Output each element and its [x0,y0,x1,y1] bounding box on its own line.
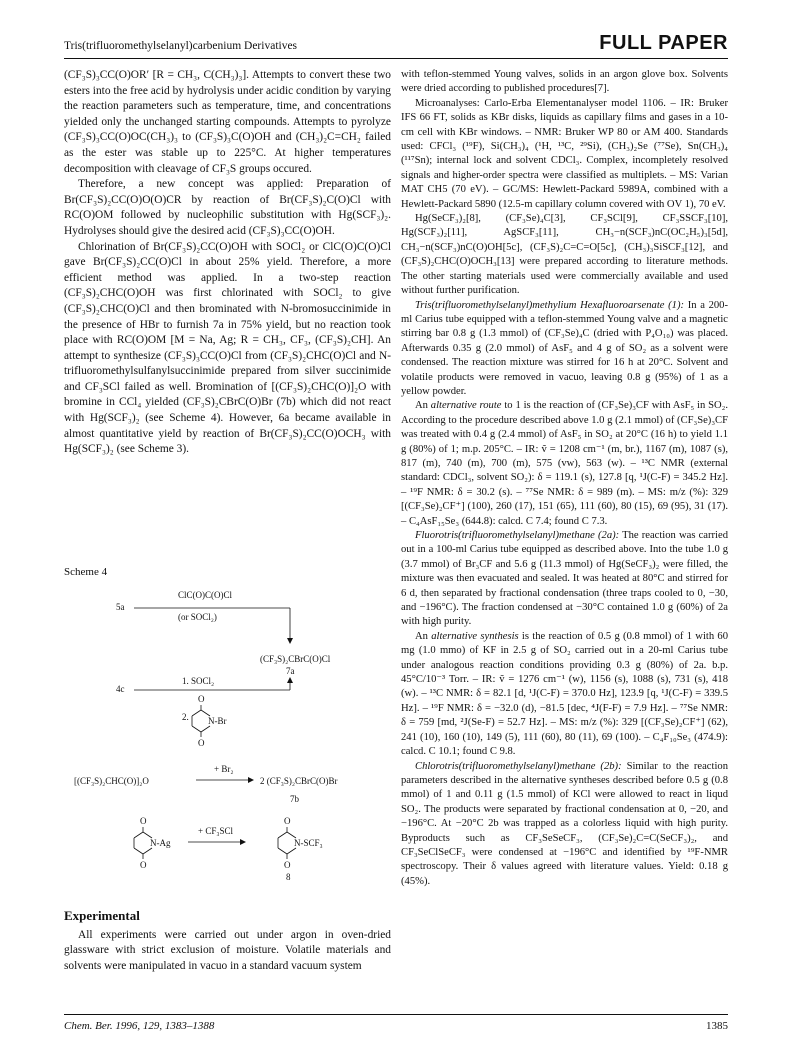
number-8: 8 [286,872,291,880]
right-paragraph-compound-2a [401,529,728,630]
reagent-oxalyl: ClC(O)C(O)Cl [178,590,232,600]
number-7b: 7b [290,794,299,804]
scheme-caption: Scheme 4 [64,566,108,578]
product-7a: (CF₃S)₂CBrC(O)Cl [260,654,331,664]
compound-1-text: In a 200-ml Carius tube equipped with a teflon-stemmed Young valve and a magnetic stirring bar 0.8 g (1.3 mmol) of (CF₃Se)₄C (dried with P₄O₁₀) was placed. Afterwards 0.35 g (2.0 mmol) of AsF₅ and 4 g of SO₂ as a solvent were condensed. The reaction mixture was stirred for 16 h at 20°C. Solvent and volatile products were removed in vacuo, leaving 0.8 g (95%) of 1 as a yellow powder. [401,299,728,397]
svg-text:O: O [284,816,291,826]
journal-citation: Chem. Ber. 1996, 129, 1383–1388 [64,1020,215,1032]
header-rule [64,58,728,59]
experimental-paragraph: All experiments were carried out under argon in oven-dried glassware with strict exclusion of moisture. Volatile materials and solvents were manipulated in vacuo in a standard vacuum system [64,929,391,972]
running-title: Tris(trifluoromethylselanyl)carbenium Derivatives [64,40,298,52]
left-paragraph-1: (CF₃S)₃CC(O)OR′ [R = CH₃, C(CH₃)₃]. Attempts to convert these two esters into the free acid by hydrolysis under acidic condition by varying the reaction parameters such as temperature, time, and concentrations yielded only the unchanged starting compounds. Attempts to pyrolyze (CF₃S)₃CC(O)OC(CH₃)₃ to (CF₃S)₃C(O)OH and (CH₃)₂C=CH₂ failed as the ester was stable up to 225°C. At higher temperatures decomposition with cleavage of CF₃S groups occured. [64,69,391,175]
left-paragraph-2: Therefore, a new concept was applied: Preparation of Br(CF₃S)₂CC(O)O(O)CR by reaction of Br(CF₃S)₂C(O)Cl with RC(O)OM followed by nucleophilic substitution with Hg(SCF₃)₂. Hydrolyses should give the desired acid (CF₃S)₃CC(O)OH. [64,178,391,237]
n-scf3-label: N-SCF₃ [294,838,323,848]
anhydride: [(CF₃S)₂CHC(O)]₂O [74,776,149,786]
scheme-svg [64,580,391,880]
silver-succinimide-ring [134,816,171,870]
compound-2b-title: Chlorotris(trifluoromethylselanyl)methane (2b): [415,760,622,772]
page-number: 1385 [706,1020,728,1032]
compound-2a-text: The reaction was carried out in a 100-ml Carius tube equipped as described above. Into the tube 1.0 g (3.7 mmol) of Br₃CF and 5.6 g (11.3 mmol) of Hg(SeCF₃)₂ were filled, the mixture was then evacuated and sealed. It was heated at 80°C and stirred for 6 d, then separated by fractional condensation (three traps cooled to 0, −30, and −196°C). The fraction condensed at −30°C contained 1.0 g (60%) of 2a with high purity. [401,530,728,628]
n-br-label: N-Br [208,716,227,726]
svg-text:O: O [284,860,291,870]
reagent-cf3scl: + CF₃SCl [198,826,233,836]
svg-text:O: O [140,860,147,870]
right-paragraph-compound-2b [401,760,728,890]
right-column [401,68,728,889]
number-7a: 7a [286,666,295,676]
arrow-head-cf3scl [240,839,246,845]
right-paragraph-alt-route: An alternative route to 1 is the reaction of (CF₃Se)₃CF with AsF₅ in SO₂. According to the procedure described above 1.0 g (2.1 mmol) of (CF₃Se)₃CF was treated with 0.4 g (2.4 mmol) of AsF₅ in SO₂ at 20°C (16 h) to yield 1.1 g (80%) of 1; m.p. 205°C. – IR: ṽ = 1208 cm⁻¹ (m, br.), 1167 (m), 1087 (s), 817 (m), 740 (m), 700 (m), 575 (vw), 563 (w). – ¹³C NMR (external standard: CDCl₃, solvent SO₂): δ = 119.1 (s), 127.8 [q, ¹J(C-F) = 345.2 Hz]. – ¹⁹F NMR: δ = 30.2 (s). – ⁷⁷Se NMR: δ = 989 (m). – MS: m/z (%): 329 [(CF₃Se)₂CF⁺] (100), 260 (17), 151 (65), 111 (60), 80 (15), 69 (95), 31 (17). – C₄AsF₁₅Se₃ (644.8): calcd. C 7.4; found C 7.3. [401,400,728,527]
right-paragraph-1: with teflon-stemmed Young valves, solids in an argon glove box. Solvents were dried according to published procedures[7]. [401,69,728,95]
scheme-4-diagram [64,580,391,880]
label-4c: 4c [116,684,125,694]
left-paragraph-3: Chlorination of Br(CF₃S)₂CC(O)OH with SOCl₂ or ClC(O)C(O)Cl gave Br(CF₃S)₂CC(O)Cl in about 25% yield. Therefore, a more efficient method was applied. In a two-step reaction (CF₃S)₂CHC(O)OH was first chlorinated with SOCl₂ to give (CF₃S)₂CHC(O)Cl and then brominated with N-bromosuccinimide in the presence of HBr to furnish 7a in 75% yield, but no reaction took place with RC(O)OM [M = Na, Ag; R = CH₃, CF₃, (CF₃S)₂CH]. An attempt to synthesize (CF₃S)₃CC(O)Cl from (CF₃S)₂CHC(O)Cl and N-trifluoromethylsulfanylsuccinimide prepared from silver succinimide and CF₃SCl failed as well. Bromination of [(CF₃S)₂CHC(O)]₂O with bromine in CCl₄ yielded (CF₃S)₂CBrC(O)Br (7b) which did not react with Hg(SCF₃)₂ (see Scheme 4). However, 6a became available in almost quantitative yield by reaction of Br(CF₃S)₂CC(O)OCH₃ with Hg(SCF₃)₂ (see Scheme 3). [64,240,391,456]
experimental-heading: Experimental [64,908,140,923]
left-column [64,68,391,458]
product-7b: 2 (CF₃S)₂CBrC(O)Br [260,776,338,786]
nscf3-ring [278,816,323,870]
right-paragraph-compound-1 [401,299,728,400]
arrow-head-br2 [248,777,254,783]
svg-text:O: O [198,738,205,748]
right-paragraph-literature: Hg(SeCF₃)₂[8], (CF₃Se)₄C[3], CF₃SCl[9], CF₃SSCF₃[10], Hg(SCF₃)₂[11], AgSCF₃[11], CH₃−n(SCF₃)nC(OC₂H₅)₃[5d], CH₃−n(SCF₃)nC(O)OH[5c], (CF₃S)₂C=C=O[5c], (CH₃)₃SiSCF₃[12], and (CF₃S)₂CHC(O)OCH₃[13] were prepared according to literature methods. The other starting materials used were commercially available and used without further purification. [401,213,728,297]
reagent-br2: + Br₂ [214,764,234,774]
nbs-ring [192,694,227,748]
arrow-head-up [287,677,293,683]
compound-2a-title: Fluorotris(trifluoromethylselanyl)methane (2a): [415,530,620,541]
compound-2b-text: Similar to the reaction parameters described in the alternative syntheses described before 0.5 g (0.8 mmol) of 1 and 0.11 g (1.5 mmol) of KCl were allowed to react in liqud SO₂. The products were separated by fractional condensation at 0, −20, and −196°C. At −20°C 2b was trapped as a colorless liquid with high purity. Byproducts such as CF₃SeSeCF₃, (CF₃Se)₂C=C(SeCF₃)₂, and CF₃SeClSeCF₃ were condensed at −196°C and identified by ¹⁹F-NMR spectroscopy. Their δ values agreed with literature values. Yield: 0.18 g (45%). [401,760,728,887]
arrow-head-down [287,638,293,644]
compound-1-title: Tris(trifluoromethylselanyl)methylium Hexafluoroarsenate (1): [415,299,685,311]
step-2: 2. [182,712,189,722]
reagent-socl2-alt: (or SOCl₂) [178,612,217,622]
experimental-body [64,928,391,974]
step-1: 1. SOCl₂ [182,676,215,686]
n-ag-label: N-Ag [150,838,171,848]
right-paragraph-alt-synthesis: An alternative synthesis is the reaction of 0.5 g (0.8 mmol) of 1 with 60 mg (1.0 mmo) of KF in 2.5 g of SO₂ carried out in a 20-ml Carius tube under analogous reaction conditions providing 0.3 g (80%) of 2a. b.p. 45°C/10⁻³ Torr. – IR: ṽ = 1276 cm⁻¹ (w), 1156 (s), 1088 (s), 731 (s), 418 (w). – ¹³C NMR: δ = 82.1 [d, ¹J(C-F) = 370.0 Hz], 123.9 [q, ¹J(C-F) = 339.5 Hz]. – ¹⁹F NMR: δ = −32.0 (d), −81.5 [dec, ⁴J(F-F) = 7.9 Hz]. – ⁷⁷Se NMR: δ = 759 [md, ²J(Se-F) = 52.7 Hz]. – MS: m/z (%): 329 [(CF₃Se)₂CF⁺] (62), 241 (10), 160 (10), 149 (5), 111 (60), 80 (11), 69 (100). – C₄F₁₀Se₃ (474.9): calcd. C 10.1; found C 9.8. [401,630,728,758]
section-label: FULL PAPER [599,32,728,54]
footer-rule [64,1014,728,1015]
svg-text:O: O [198,694,205,704]
right-paragraph-instruments: Microanalyses: Carlo-Erba Elementanalyser model 1106. – IR: Bruker IFS 66 FT, solids as KBr disks, liquids as capillary films and gases in a 10-cm cell with KBr windows. – NMR: Bruker WP 80 or AM 400. Standards used: CFCl₃ (¹⁹F), Si(CH₃)₄ (¹H, ¹³C, ²⁹Si), (CH₃)₂Se (⁷⁷Se), Sn(CH₃)₄ (¹¹⁷Sn); internal lock and solvent CDCl₃. Complex, incompletely resolved signals and higher-order spectra were classified as multiplets. – MS: Varian MAT CH5 (70 eV). – GC/MS: Hewlett-Packard 5989A, combined with a Hewlett-Packard 5890 (12.5-m capillary column covered with OV 1), 70 eV. [401,97,728,210]
svg-text:O: O [140,816,147,826]
label-5a: 5a [116,602,125,612]
